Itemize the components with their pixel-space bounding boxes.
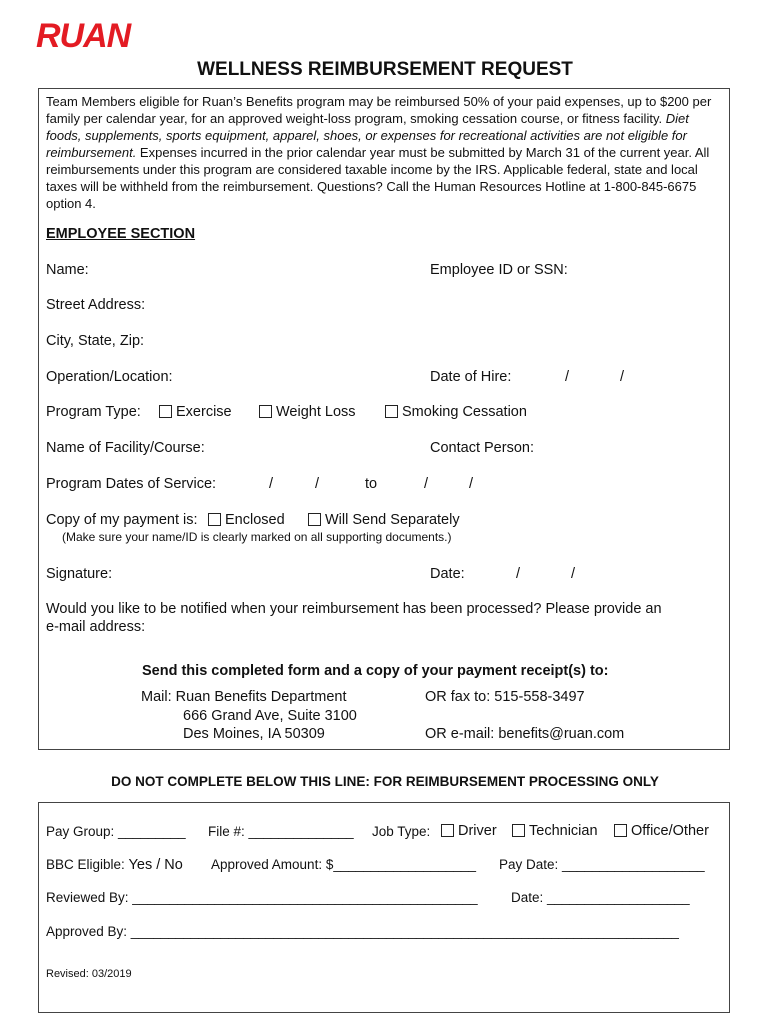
bbc-value: Yes / No [128, 857, 183, 873]
bbc-eligible-field[interactable] [46, 857, 183, 873]
checkbox-icon[interactable] [159, 405, 172, 418]
reviewed-by-field[interactable]: Reviewed By: ______________________________________________ [46, 890, 478, 905]
operation-location-field[interactable]: Operation/Location: [46, 369, 173, 385]
contact-person-field[interactable]: Contact Person: [430, 440, 534, 456]
job-option-office-other[interactable] [614, 823, 709, 839]
revised-date: Revised: 03/2019 [46, 968, 132, 980]
signature-field[interactable]: Signature: [46, 566, 113, 582]
approved-amount-field[interactable]: Approved Amount: $___________________ [211, 857, 476, 872]
option-label: Driver [458, 823, 497, 839]
intro-text-1: Team Members eligible for Ruan’s Benefits program may be reimbursed 50% of your paid expenses, up to $200 per family per calendar year, for an approved weight-loss program, smoking cessation course, or fitness facility. [46, 94, 712, 126]
date-slash: / [565, 369, 570, 385]
notify-question: Would you like to be notified when your reimbursement has been processed? Please provide an [46, 601, 662, 617]
copy-option-enclosed[interactable] [208, 512, 285, 528]
copy-of-payment-label: Copy of my payment is: [46, 512, 198, 528]
checkbox-icon[interactable] [441, 824, 454, 837]
date-slash: / [315, 476, 320, 492]
processing-heading: DO NOT COMPLETE BELOW THIS LINE: FOR REIMBURSEMENT PROCESSING ONLY [111, 774, 659, 789]
option-label: Enclosed [225, 512, 285, 528]
email-address[interactable]: OR e-mail: benefits@ruan.com [425, 726, 625, 742]
date-of-hire-field[interactable]: Date of Hire: [430, 369, 512, 385]
option-label: Smoking Cessation [402, 404, 527, 420]
signature-date-field[interactable]: Date: [430, 566, 465, 582]
bbc-label: BBC Eligible: [46, 857, 129, 872]
option-label: Office/Other [631, 823, 709, 839]
program-option-weight-loss[interactable] [259, 404, 356, 420]
option-label: Will Send Separately [325, 512, 460, 528]
job-type-label: Job Type: [372, 824, 431, 839]
checkbox-icon[interactable] [614, 824, 627, 837]
job-option-driver[interactable] [441, 823, 497, 839]
option-label: Weight Loss [276, 404, 356, 420]
ruan-logo: RUAN [36, 17, 131, 55]
option-label: Technician [529, 823, 598, 839]
date-slash: / [424, 476, 429, 492]
program-option-exercise[interactable] [159, 404, 232, 420]
pay-date-field[interactable]: Pay Date: ___________________ [499, 857, 705, 872]
fax-number: OR fax to: 515-558-3497 [425, 689, 585, 705]
facility-course-field[interactable]: Name of Facility/Course: [46, 440, 205, 456]
to-label: to [365, 476, 378, 492]
pay-group-field[interactable]: Pay Group: _________ [46, 824, 186, 839]
job-option-technician[interactable] [512, 823, 598, 839]
date-slash: / [516, 566, 521, 582]
copy-note: (Make sure your name/ID is clearly marked on all supporting documents.) [62, 530, 452, 544]
date-slash: / [469, 476, 474, 492]
approved-by-field[interactable]: Approved By: _________________________________________________________________________ [46, 924, 679, 939]
mail-line-1: Mail: Ruan Benefits Department [141, 689, 347, 705]
intro-paragraph [46, 93, 726, 212]
employee-section-heading: EMPLOYEE SECTION [46, 226, 196, 242]
option-label: Exercise [176, 404, 232, 420]
email-address-field[interactable]: e-mail address: [46, 619, 146, 635]
program-dates-field[interactable]: Program Dates of Service: [46, 476, 217, 492]
date-slash: / [620, 369, 625, 385]
employee-id-field[interactable]: Employee ID or SSN: [430, 262, 568, 278]
date-slash: / [571, 566, 576, 582]
mail-line-2: 666 Grand Ave, Suite 3100 [183, 708, 357, 724]
checkbox-icon[interactable] [385, 405, 398, 418]
street-address-field[interactable]: Street Address: [46, 297, 146, 313]
copy-option-send-separately[interactable] [308, 512, 460, 528]
file-number-field[interactable]: File #: ______________ [208, 824, 354, 839]
form-title: WELLNESS REIMBURSEMENT REQUEST [197, 59, 573, 80]
program-type-label: Program Type: [46, 404, 141, 420]
send-heading: Send this completed form and a copy of your payment receipt(s) to: [142, 663, 609, 679]
intro-text-2: Expenses incurred in the prior calendar year must be submitted by March 31 of the current year. All reimbursements under this program are considered taxable income by the IRS. Applicable federal, state and local taxes will be withheld from the reimbursement. Questions? Call the Human Resources Hotline at 1-800-845-6675 option 4. [46, 145, 710, 211]
intro-text-italic: Diet foods, supplements, sports equipment, apparel, shoes, or expenses for recreational activities are not eligible for reimbursement. [46, 111, 689, 160]
program-option-smoking-cessation[interactable] [385, 404, 527, 420]
date-slash: / [269, 476, 274, 492]
checkbox-icon[interactable] [208, 513, 221, 526]
city-state-zip-field[interactable]: City, State, Zip: [46, 333, 145, 349]
mail-line-3: Des Moines, IA 50309 [183, 726, 325, 742]
checkbox-icon[interactable] [259, 405, 272, 418]
review-date-field[interactable]: Date: ___________________ [511, 890, 690, 905]
name-field[interactable]: Name: [46, 262, 89, 278]
checkbox-icon[interactable] [308, 513, 321, 526]
checkbox-icon[interactable] [512, 824, 525, 837]
